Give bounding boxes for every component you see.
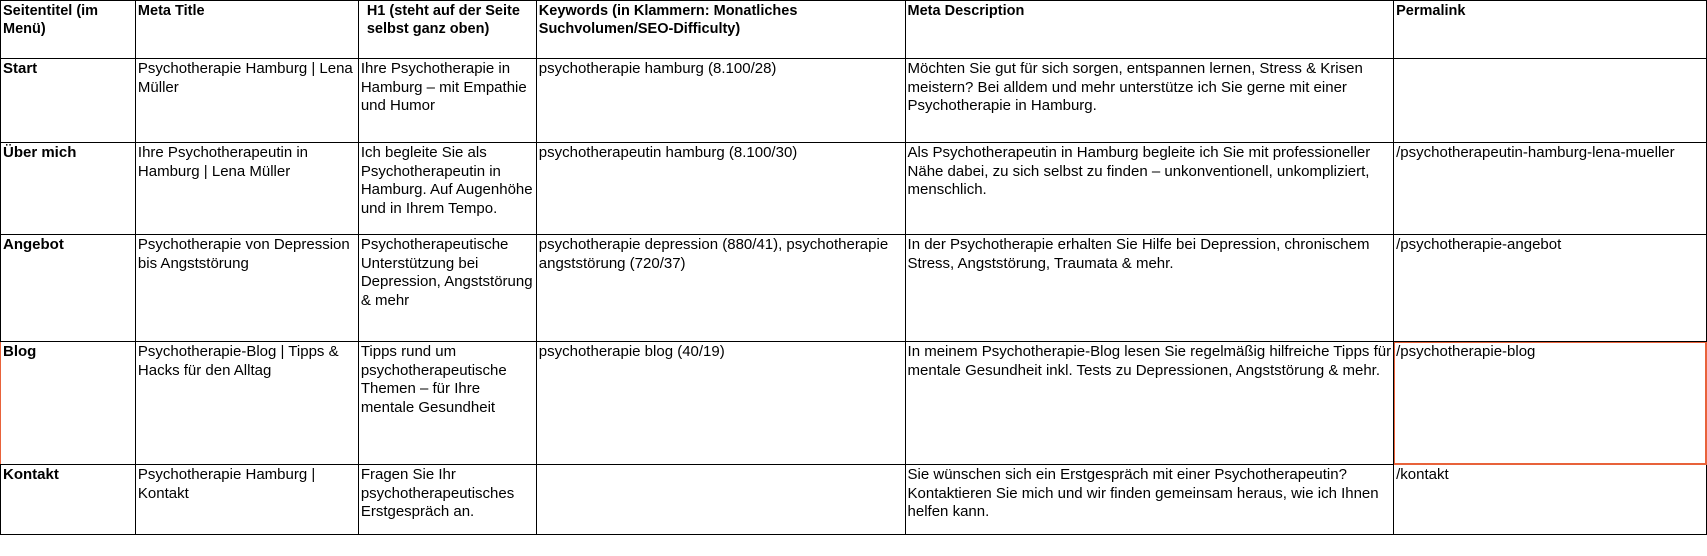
cell-page[interactable]: Über mich (1, 143, 136, 235)
cell-page[interactable]: Start (1, 59, 136, 143)
cell-permalink[interactable] (1394, 59, 1707, 143)
cell-h1[interactable]: Fragen Sie Ihr psychotherapeutisches Erstgespräch an. (358, 465, 536, 535)
cell-meta-description[interactable]: In meinem Psychotherapie-Blog lesen Sie regelmäßig hilfreiche Tipps für mentale Gesundheit inkl. Tests zu Depressionen, Angststörung & mehr. (905, 342, 1394, 465)
header-page-title[interactable]: Seitentitel (im Menü) (1, 1, 136, 59)
cell-permalink[interactable]: /kontakt (1394, 465, 1707, 535)
cell-meta-title[interactable]: Psychotherapie Hamburg | Lena Müller (135, 59, 358, 143)
cell-keywords[interactable] (536, 465, 905, 535)
table-row (1, 235, 1707, 342)
header-h1[interactable]: H1 (steht auf der Seite selbst ganz oben) (358, 1, 536, 59)
cell-meta-title[interactable]: Psychotherapie Hamburg | Kontakt (135, 465, 358, 535)
header-meta-description[interactable]: Meta Description (905, 1, 1394, 59)
cell-h1[interactable]: Ich begleite Sie als Psychotherapeutin in Hamburg. Auf Augenhöhe und in Ihrem Tempo. (358, 143, 536, 235)
cell-keywords[interactable]: psychotherapie blog (40/19) (536, 342, 905, 465)
cell-keywords[interactable]: psychotherapie hamburg (8.100/28) (536, 59, 905, 143)
cell-meta-description[interactable]: Möchten Sie gut für sich sorgen, entspannen lernen, Stress & Krisen meistern? Bei alldem und mehr unterstütze ich Sie gerne mit einer Psychotherapie in Hamburg. (905, 59, 1394, 143)
cell-meta-description[interactable]: Sie wünschen sich ein Erstgespräch mit einer Psychotherapeutin? Kontaktieren Sie mich und wir finden gemeinsam heraus, wie ich Ihnen helfen kann. (905, 465, 1394, 535)
header-permalink[interactable]: Permalink (1394, 1, 1707, 59)
cell-permalink-selected[interactable]: /psychotherapie-blog (1394, 342, 1707, 465)
cell-meta-description[interactable]: Als Psychotherapeutin in Hamburg begleite ich Sie mit professioneller Nähe dabei, zu sich selbst zu finden – unkonventionell, unkompliziert, menschlich. (905, 143, 1394, 235)
cell-meta-description[interactable]: In der Psychotherapie erhalten Sie Hilfe bei Depression, chronischem Stress, Angststörung, Traumata & mehr. (905, 235, 1394, 342)
cell-page[interactable]: Kontakt (1, 465, 136, 535)
cell-meta-title[interactable]: Psychotherapie von Depression bis Angststörung (135, 235, 358, 342)
header-keywords[interactable]: Keywords (in Klammern: Monatliches Suchvolumen/SEO-Difficulty) (536, 1, 905, 59)
table-row (1, 465, 1707, 535)
cell-h1[interactable]: Ihre Psychotherapie in Hamburg – mit Empathie und Humor (358, 59, 536, 143)
table-row (1, 143, 1707, 235)
cell-h1[interactable]: Psychotherapeutische Unterstützung bei Depression, Angststörung & mehr (358, 235, 536, 342)
header-row (1, 1, 1707, 59)
cell-page[interactable]: Blog (1, 342, 136, 465)
table-row (1, 59, 1707, 143)
cell-h1[interactable]: Tipps rund um psychotherapeutische Themen – für Ihre mentale Gesundheit (358, 342, 536, 465)
cell-page[interactable]: Angebot (1, 235, 136, 342)
table-row (1, 342, 1707, 465)
cell-permalink[interactable]: /psychotherapeutin-hamburg-lena-mueller (1394, 143, 1707, 235)
cell-meta-title[interactable]: Ihre Psychotherapeutin in Hamburg | Lena Müller (135, 143, 358, 235)
cell-keywords[interactable]: psychotherapie depression (880/41), psychotherapie angststörung (720/37) (536, 235, 905, 342)
cell-keywords[interactable]: psychotherapeutin hamburg (8.100/30) (536, 143, 905, 235)
cell-permalink[interactable]: /psychotherapie-angebot (1394, 235, 1707, 342)
header-meta-title[interactable]: Meta Title (135, 1, 358, 59)
cell-meta-title[interactable]: Psychotherapie-Blog | Tipps & Hacks für den Alltag (135, 342, 358, 465)
